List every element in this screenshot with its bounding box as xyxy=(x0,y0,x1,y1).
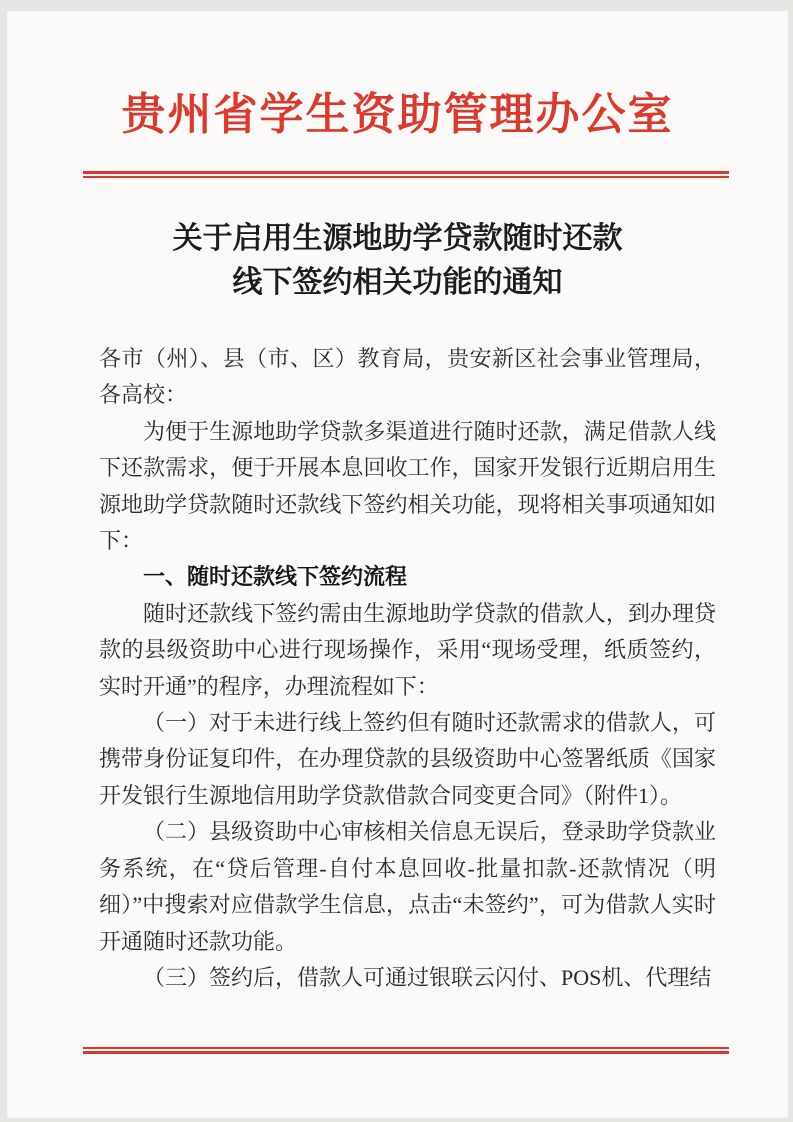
section-1-intro-paragraph: 随时还款线下签约需由生源地助学贷款的借款人，到办理贷款的县级资助中心进行现场操作，采用“现场受理，纸质签约，实时开通”的程序，办理流程如下： xyxy=(99,600,716,699)
document-title-line2: 线下签约相关功能的通知 xyxy=(232,266,563,299)
salutation-paragraph: 各市（州）、县（市、区）教育局，贵安新区社会事业管理局，各高校： xyxy=(99,346,716,408)
letterhead-divider-line xyxy=(83,171,729,178)
document-title-line1: 关于启用生源地助学贷款随时还款 xyxy=(172,222,623,255)
footer-divider-line xyxy=(83,1047,729,1054)
letterhead-org-name: 贵州省学生资助管理办公室 xyxy=(121,90,674,139)
item-2-paragraph: （二）县级资助中心审核相关信息无误后，登录助学贷款业务系统，在“贷后管理-自付本息回收-批量扣款-还款情况（明细）”中搜索对应借款学生信息，点击“未签约”，可为借款人实时开通随时还款功能。 xyxy=(99,819,716,954)
item-3-paragraph-truncated: （三）签约后，借款人可通过银联云闪付、POS机、代理结 xyxy=(143,964,712,990)
document-body xyxy=(99,341,716,996)
document-page xyxy=(7,11,788,1118)
section-1-heading: 一、随时还款线下签约流程 xyxy=(143,564,408,590)
intro-paragraph: 为便于生源地助学贷款多渠道进行随时还款，满足借款人线下还款需求，便于开展本息回收工作，国家开发银行近期启用生源地助学贷款随时还款线下签约相关功能，现将相关事项通知如下： xyxy=(99,418,716,554)
item-1-paragraph: （一）对于未进行线上签约但有随时还款需求的借款人，可携带身份证复印件，在办理贷款的县级资助中心签署纸质《国家开发银行生源地信用助学贷款借款合同变更合同》（附件1）。 xyxy=(99,710,716,808)
document-title xyxy=(7,217,788,305)
